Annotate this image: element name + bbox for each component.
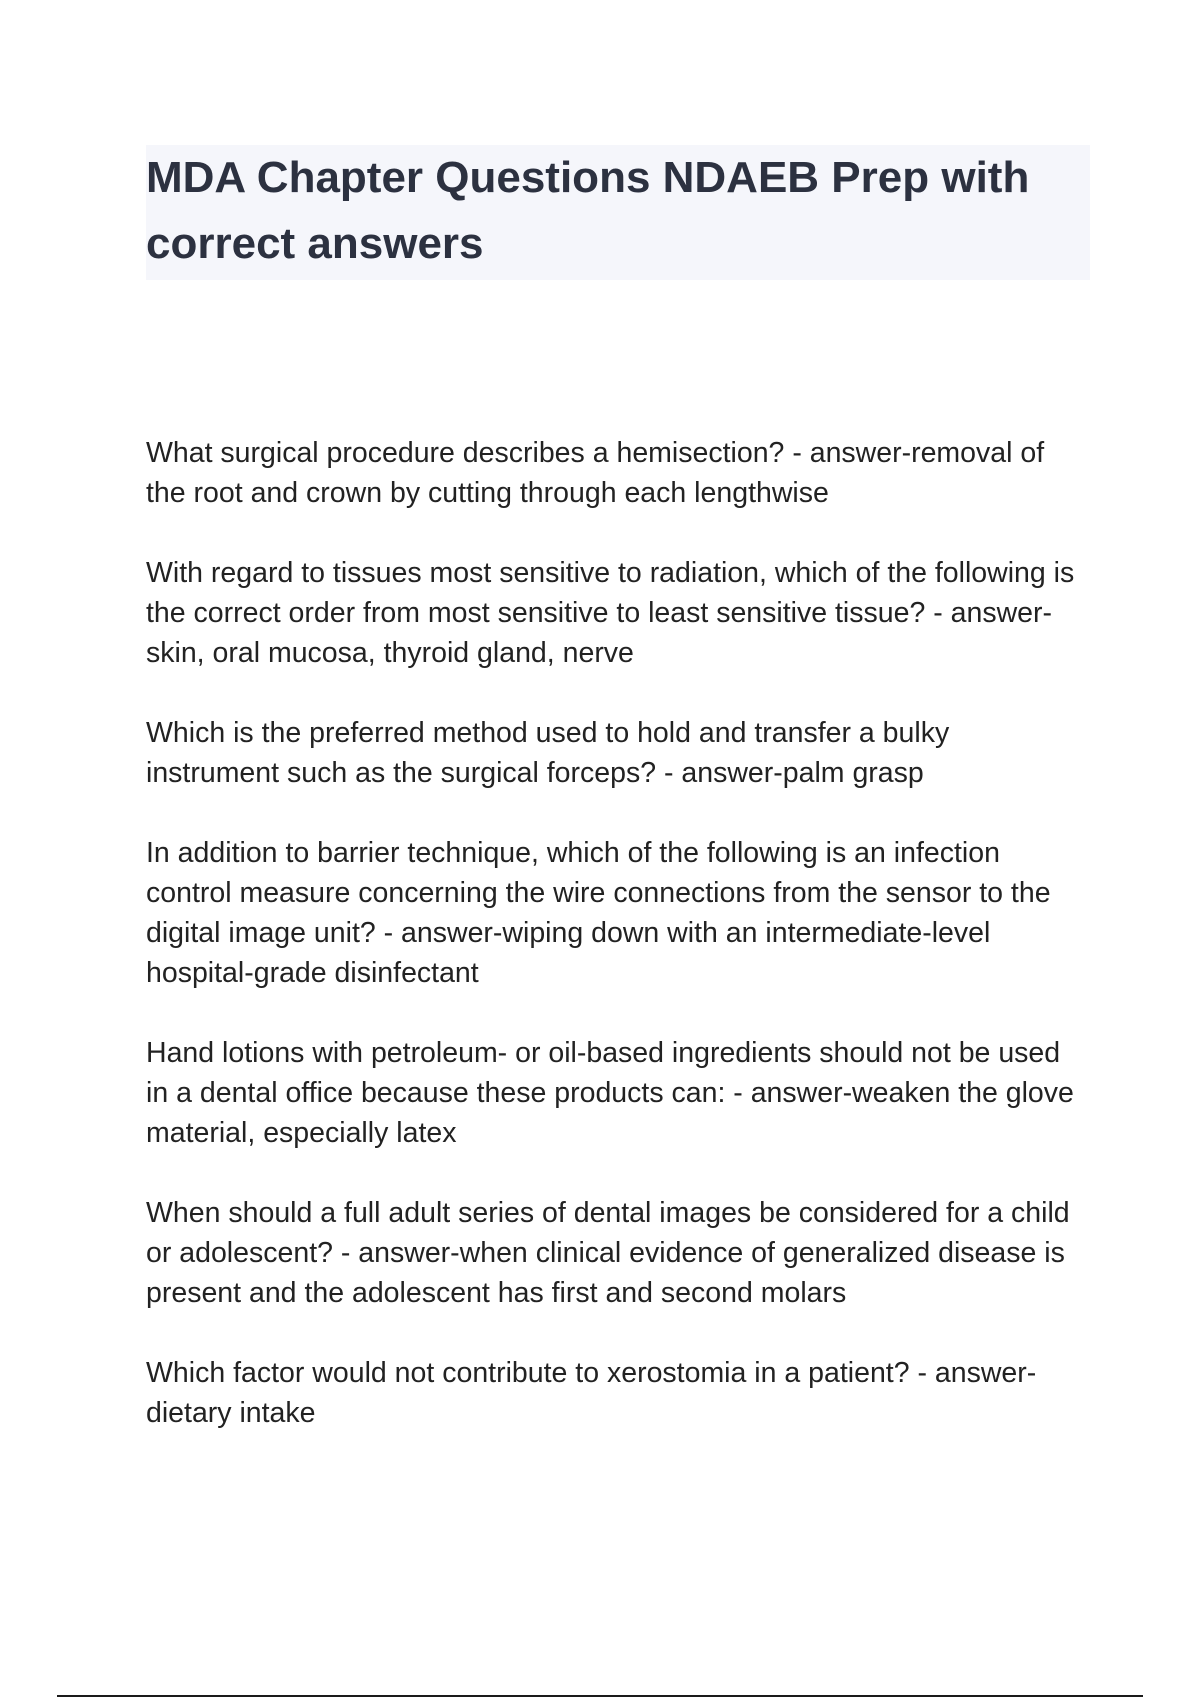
qa-item: Hand lotions with petroleum- or oil-based ingredients should not be used in a dental office because these products can: - answer-weaken the glove material, especially latex [146,1037,1074,1149]
title-block [146,145,1090,280]
qa-item: With regard to tissues most sensitive to radiation, which of the following is the correct order from most sensitive to least sensitive tissue? - answer-skin, oral mucosa, thyroid gland, nerve [146,557,1075,669]
qa-item: What surgical procedure describes a hemisection? - answer-removal of the root and crown by cutting through each lengthwise [146,437,1045,509]
qa-item: Which factor would not contribute to xerostomia in a patient? - answer-dietary intake [146,1357,1037,1429]
qa-item: Which is the preferred method used to hold and transfer a bulky instrument such as the surgical forceps? - answer-palm grasp [146,717,950,789]
qa-list [146,433,1086,1473]
footer-divider [57,1695,1143,1697]
qa-item: When should a full adult series of dental images be considered for a child or adolescent? - answer-when clinical evidence of generalized disease is present and the adolescent has first and second molars [146,1197,1070,1309]
qa-item: In addition to barrier technique, which of the following is an infection control measure concerning the wire connections from the sensor to the digital image unit? - answer-wiping down with an intermediate-level hospital-grade disinfectant [146,837,1051,989]
page-title: MDA Chapter Questions NDAEB Prep with correct answers [146,153,1030,268]
